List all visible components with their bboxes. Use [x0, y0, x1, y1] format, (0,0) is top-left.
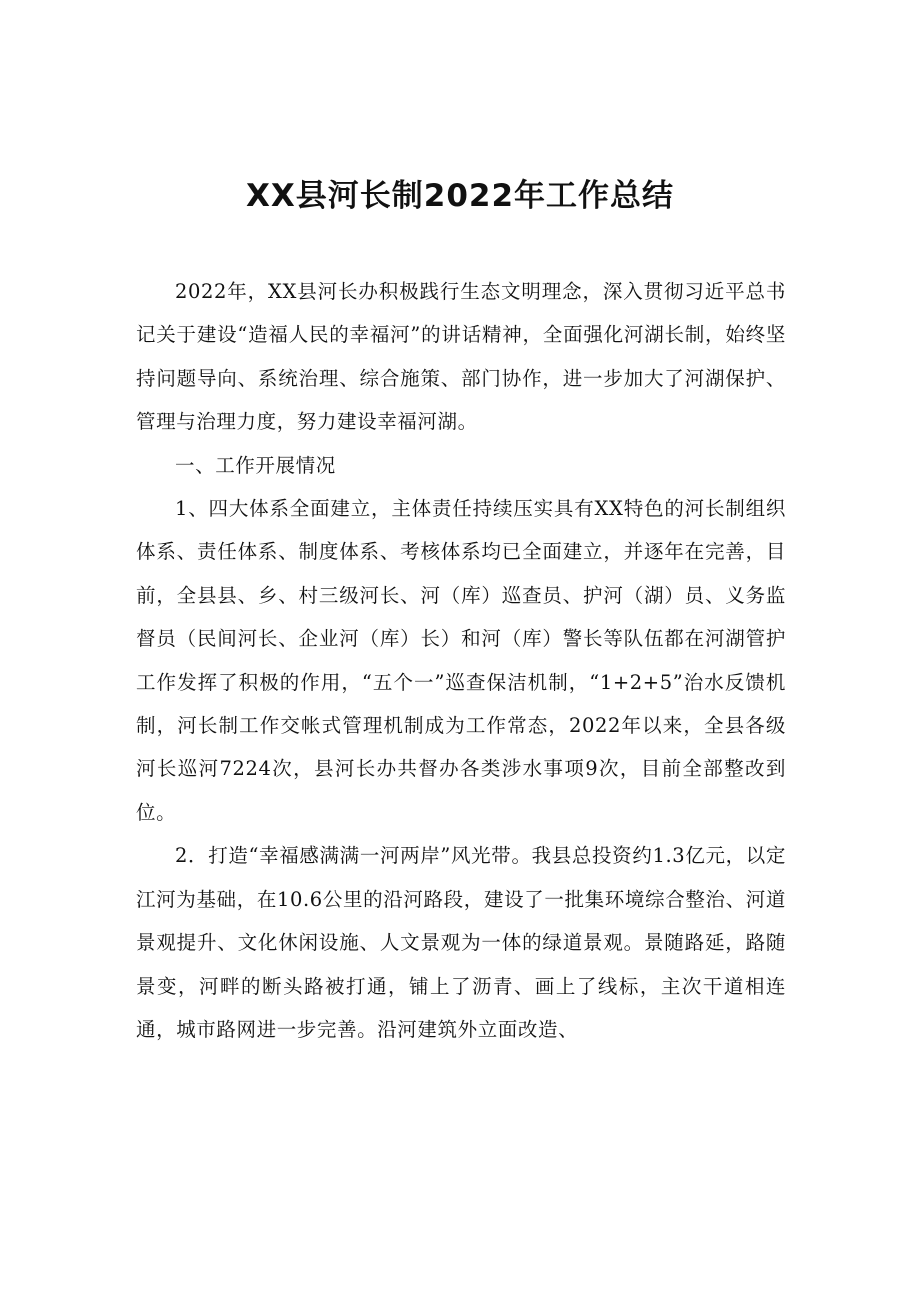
document-body	[136, 270, 786, 1051]
intro-paragraph: 2022年，XX县河长办积极践行生态文明理念，深入贯彻习近平总书记关于建设“造福人民的幸福河”的讲话精神，全面强化河湖长制，始终坚持问题导向、系统治理、综合施策、部门协作，进一步加大了河湖保护、管理与治理力度，努力建设幸福河湖。	[136, 280, 786, 434]
item-2-paragraph: 2．打造“幸福感满满一河两岸”风光带。我县总投资约1.3亿元，以定江河为基础，在10.6公里的沿河路段，建设了一批集环境综合整治、河道景观提升、文化休闲设施、人文景观为一体的绿道景观。景随路延，路随景变，河畔的断头路被打通，铺上了沥青、画上了线标，主次干道相连通，城市路网进一步完善。沿河建筑外立面改造、	[136, 844, 786, 1041]
item-1-paragraph: 1、四大体系全面建立，主体责任持续压实具有XX特色的河长制组织体系、责任体系、制度体系、考核体系均已全面建立，并逐年在完善，目前，全县县、乡、村三级河长、河（库）巡查员、护河（湖）员、义务监督员（民间河长、企业河（库）长）和河（库）警长等队伍都在河湖管护工作发挥了积极的作用，“五个一”巡查保洁机制，“1+2+5”治水反馈机制，河长制工作交帐式管理机制成为工作常态，2022年以来，全县各级河长巡河7224次，县河长办共督办各类涉水事项9次，目前全部整改到位。	[136, 497, 786, 824]
section-heading: 一、工作开展情况	[175, 453, 336, 477]
document-title: XX县河长制2022年工作总结	[245, 178, 675, 214]
